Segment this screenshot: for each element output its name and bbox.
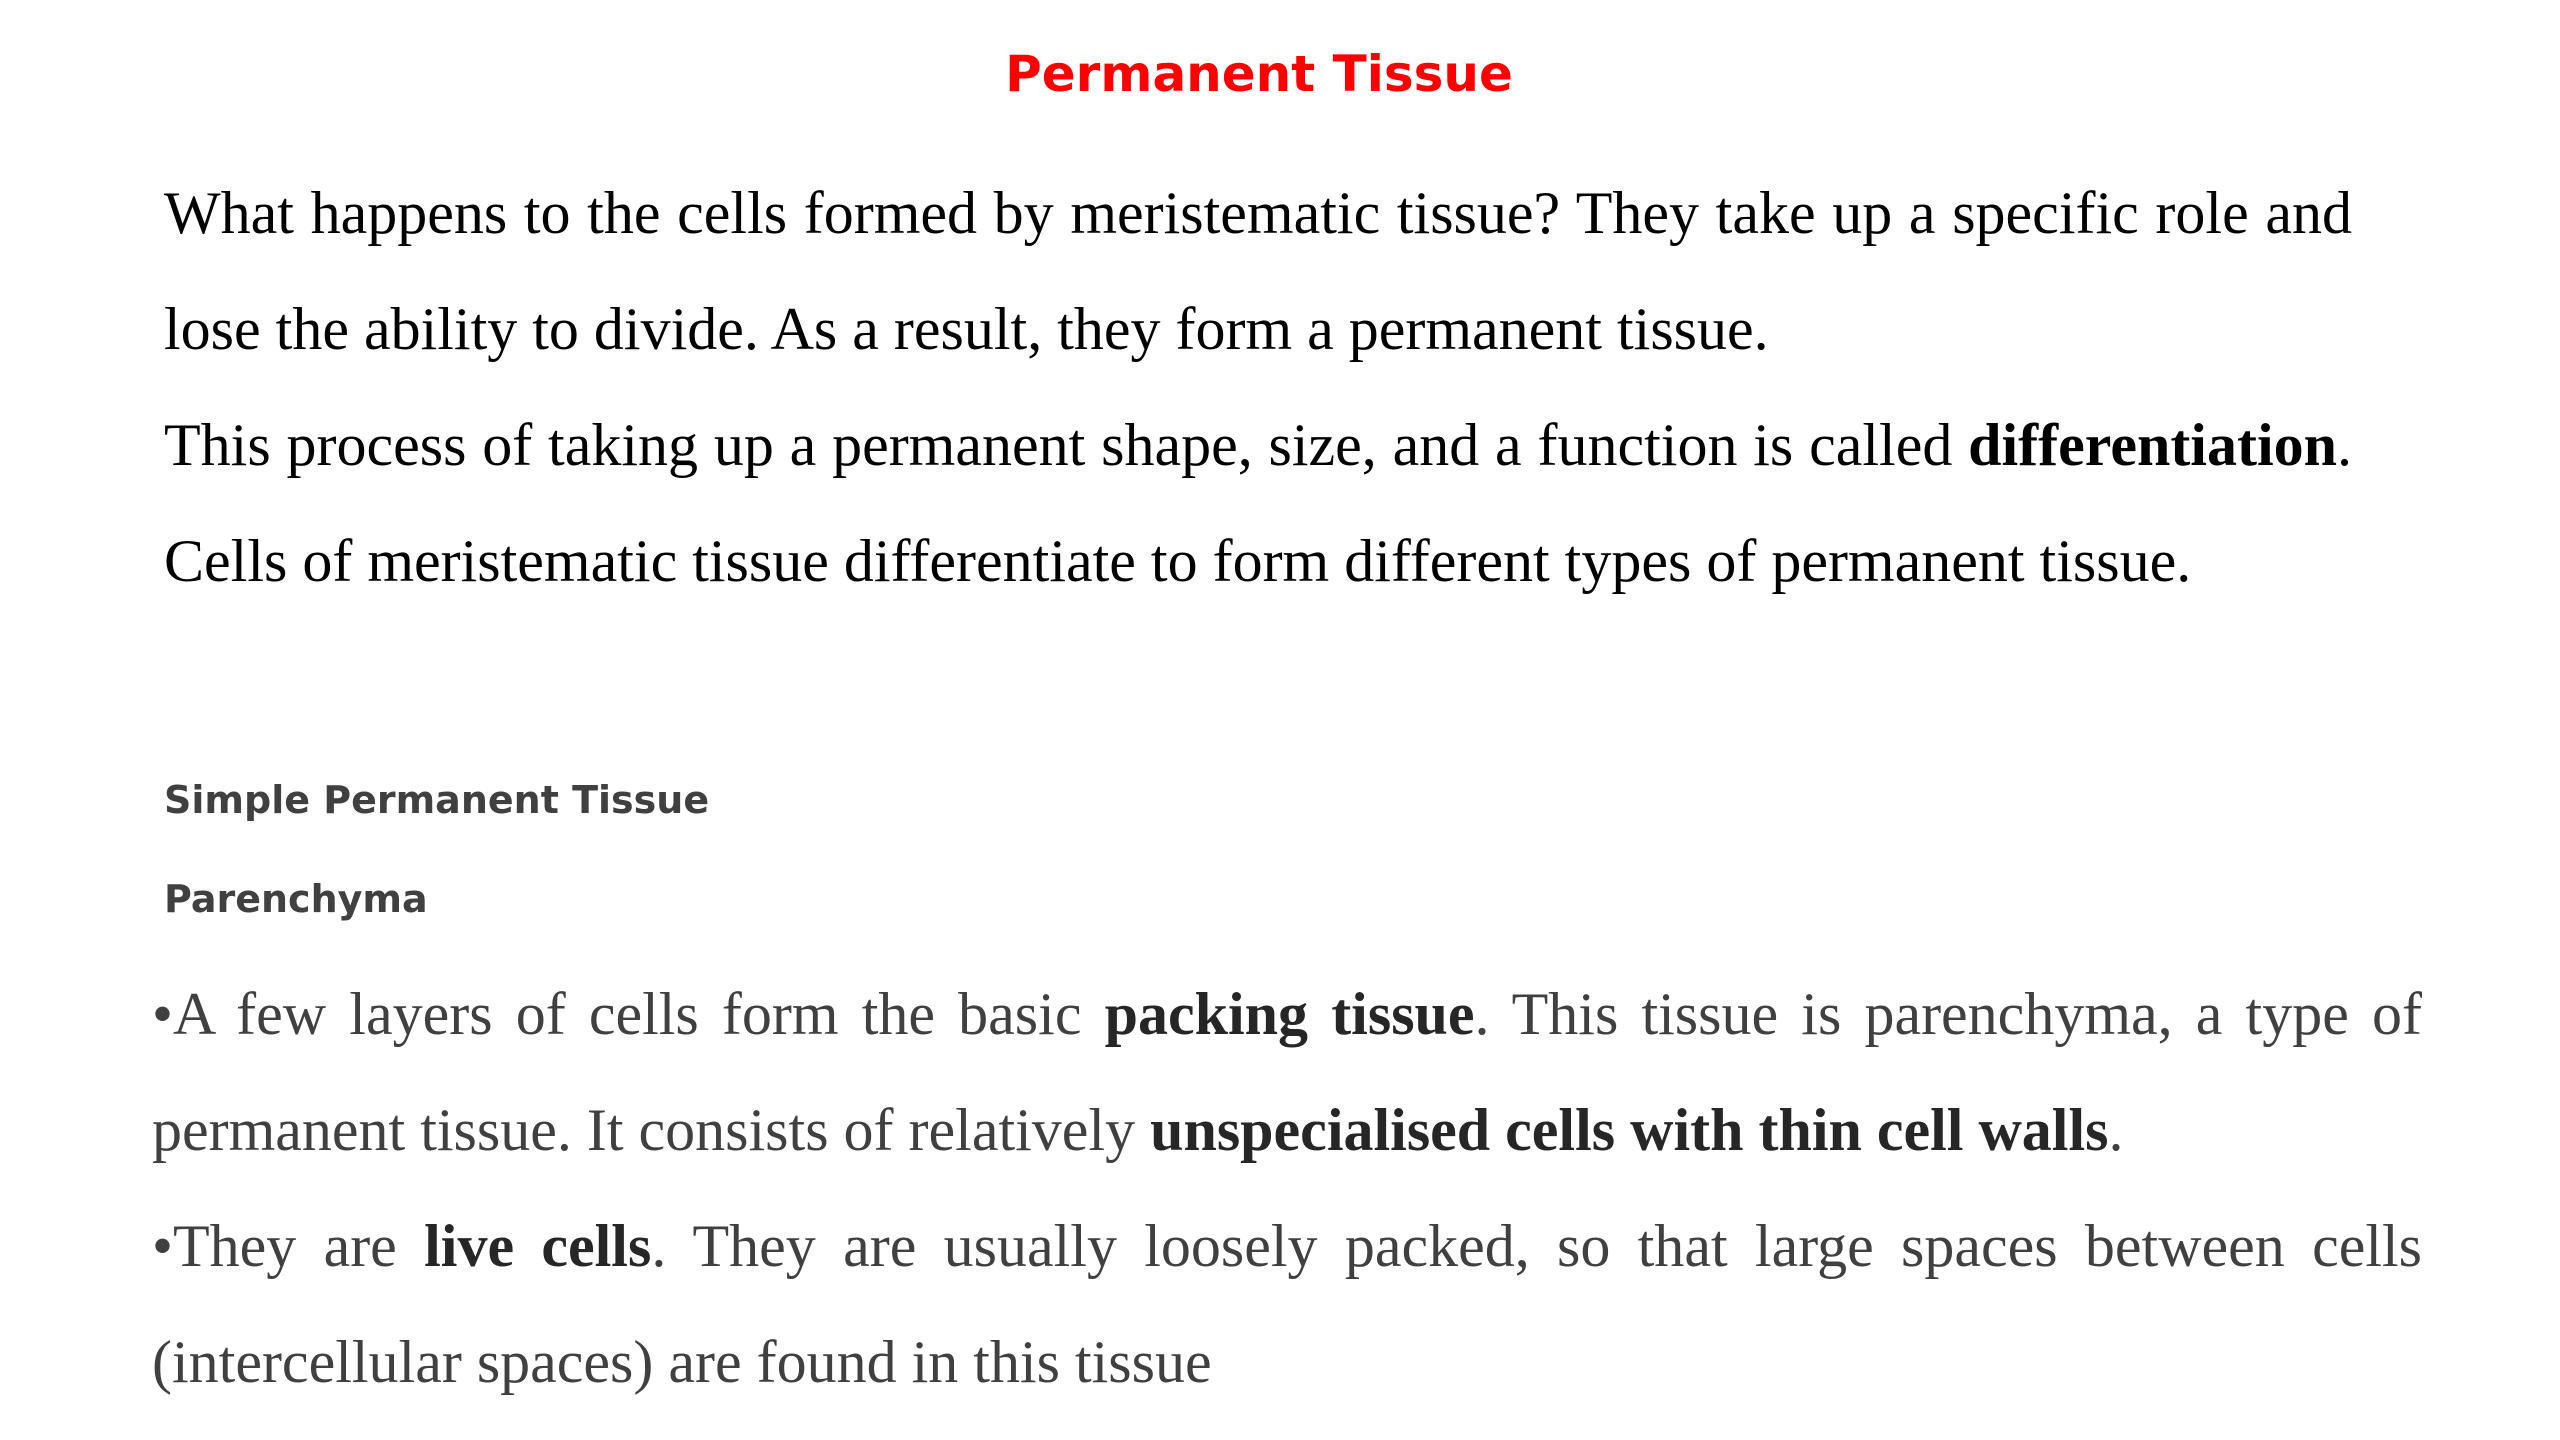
live-cells-term: live cells — [424, 1213, 652, 1279]
bullet-2-start: •They are — [152, 1213, 425, 1279]
bullet-2-end: . They are usually loosely packed, so that large spaces between cells (intercellular spaces) are found in this tissue — [152, 1213, 2423, 1395]
parenchyma-bullets — [152, 956, 2422, 1420]
intro-paragraph-2-end: . Cells of meristematic tissue differentiate to form different types of permanent tissue. — [164, 412, 2352, 594]
intro-paragraph-1: What happens to the cells formed by meristematic tissue? They take up a specific role and lose the ability to divide. As a result, they form a permanent tissue. — [164, 180, 2352, 362]
packing-tissue-term: packing tissue — [1104, 981, 1475, 1047]
differentiation-term: differentiation — [1968, 412, 2337, 478]
unspecialised-cells-term: unspecialised cells with thin cell walls — [1150, 1097, 2109, 1163]
bullet-1-middle: . This tissue is parenchyma, a type of permanent tissue. It consists of relatively — [152, 981, 2422, 1163]
heading-simple-permanent-tissue: Simple Permanent Tissue — [164, 778, 710, 822]
intro-text — [164, 155, 2352, 619]
bullet-item-packing-tissue — [152, 956, 2422, 1188]
bullet-1-end: . — [2108, 1097, 2124, 1163]
bullet-1-start: •A few layers of cells form the basic — [152, 981, 1105, 1047]
intro-paragraph-2 — [164, 387, 2352, 619]
intro-paragraph-2-start: This process of taking up a permanent shape, size, and a function is called — [164, 412, 1969, 478]
heading-parenchyma: Parenchyma — [164, 877, 428, 921]
bullet-item-live-cells — [152, 1188, 2422, 1420]
slide-title: Permanent Tissue — [1005, 45, 1513, 103]
